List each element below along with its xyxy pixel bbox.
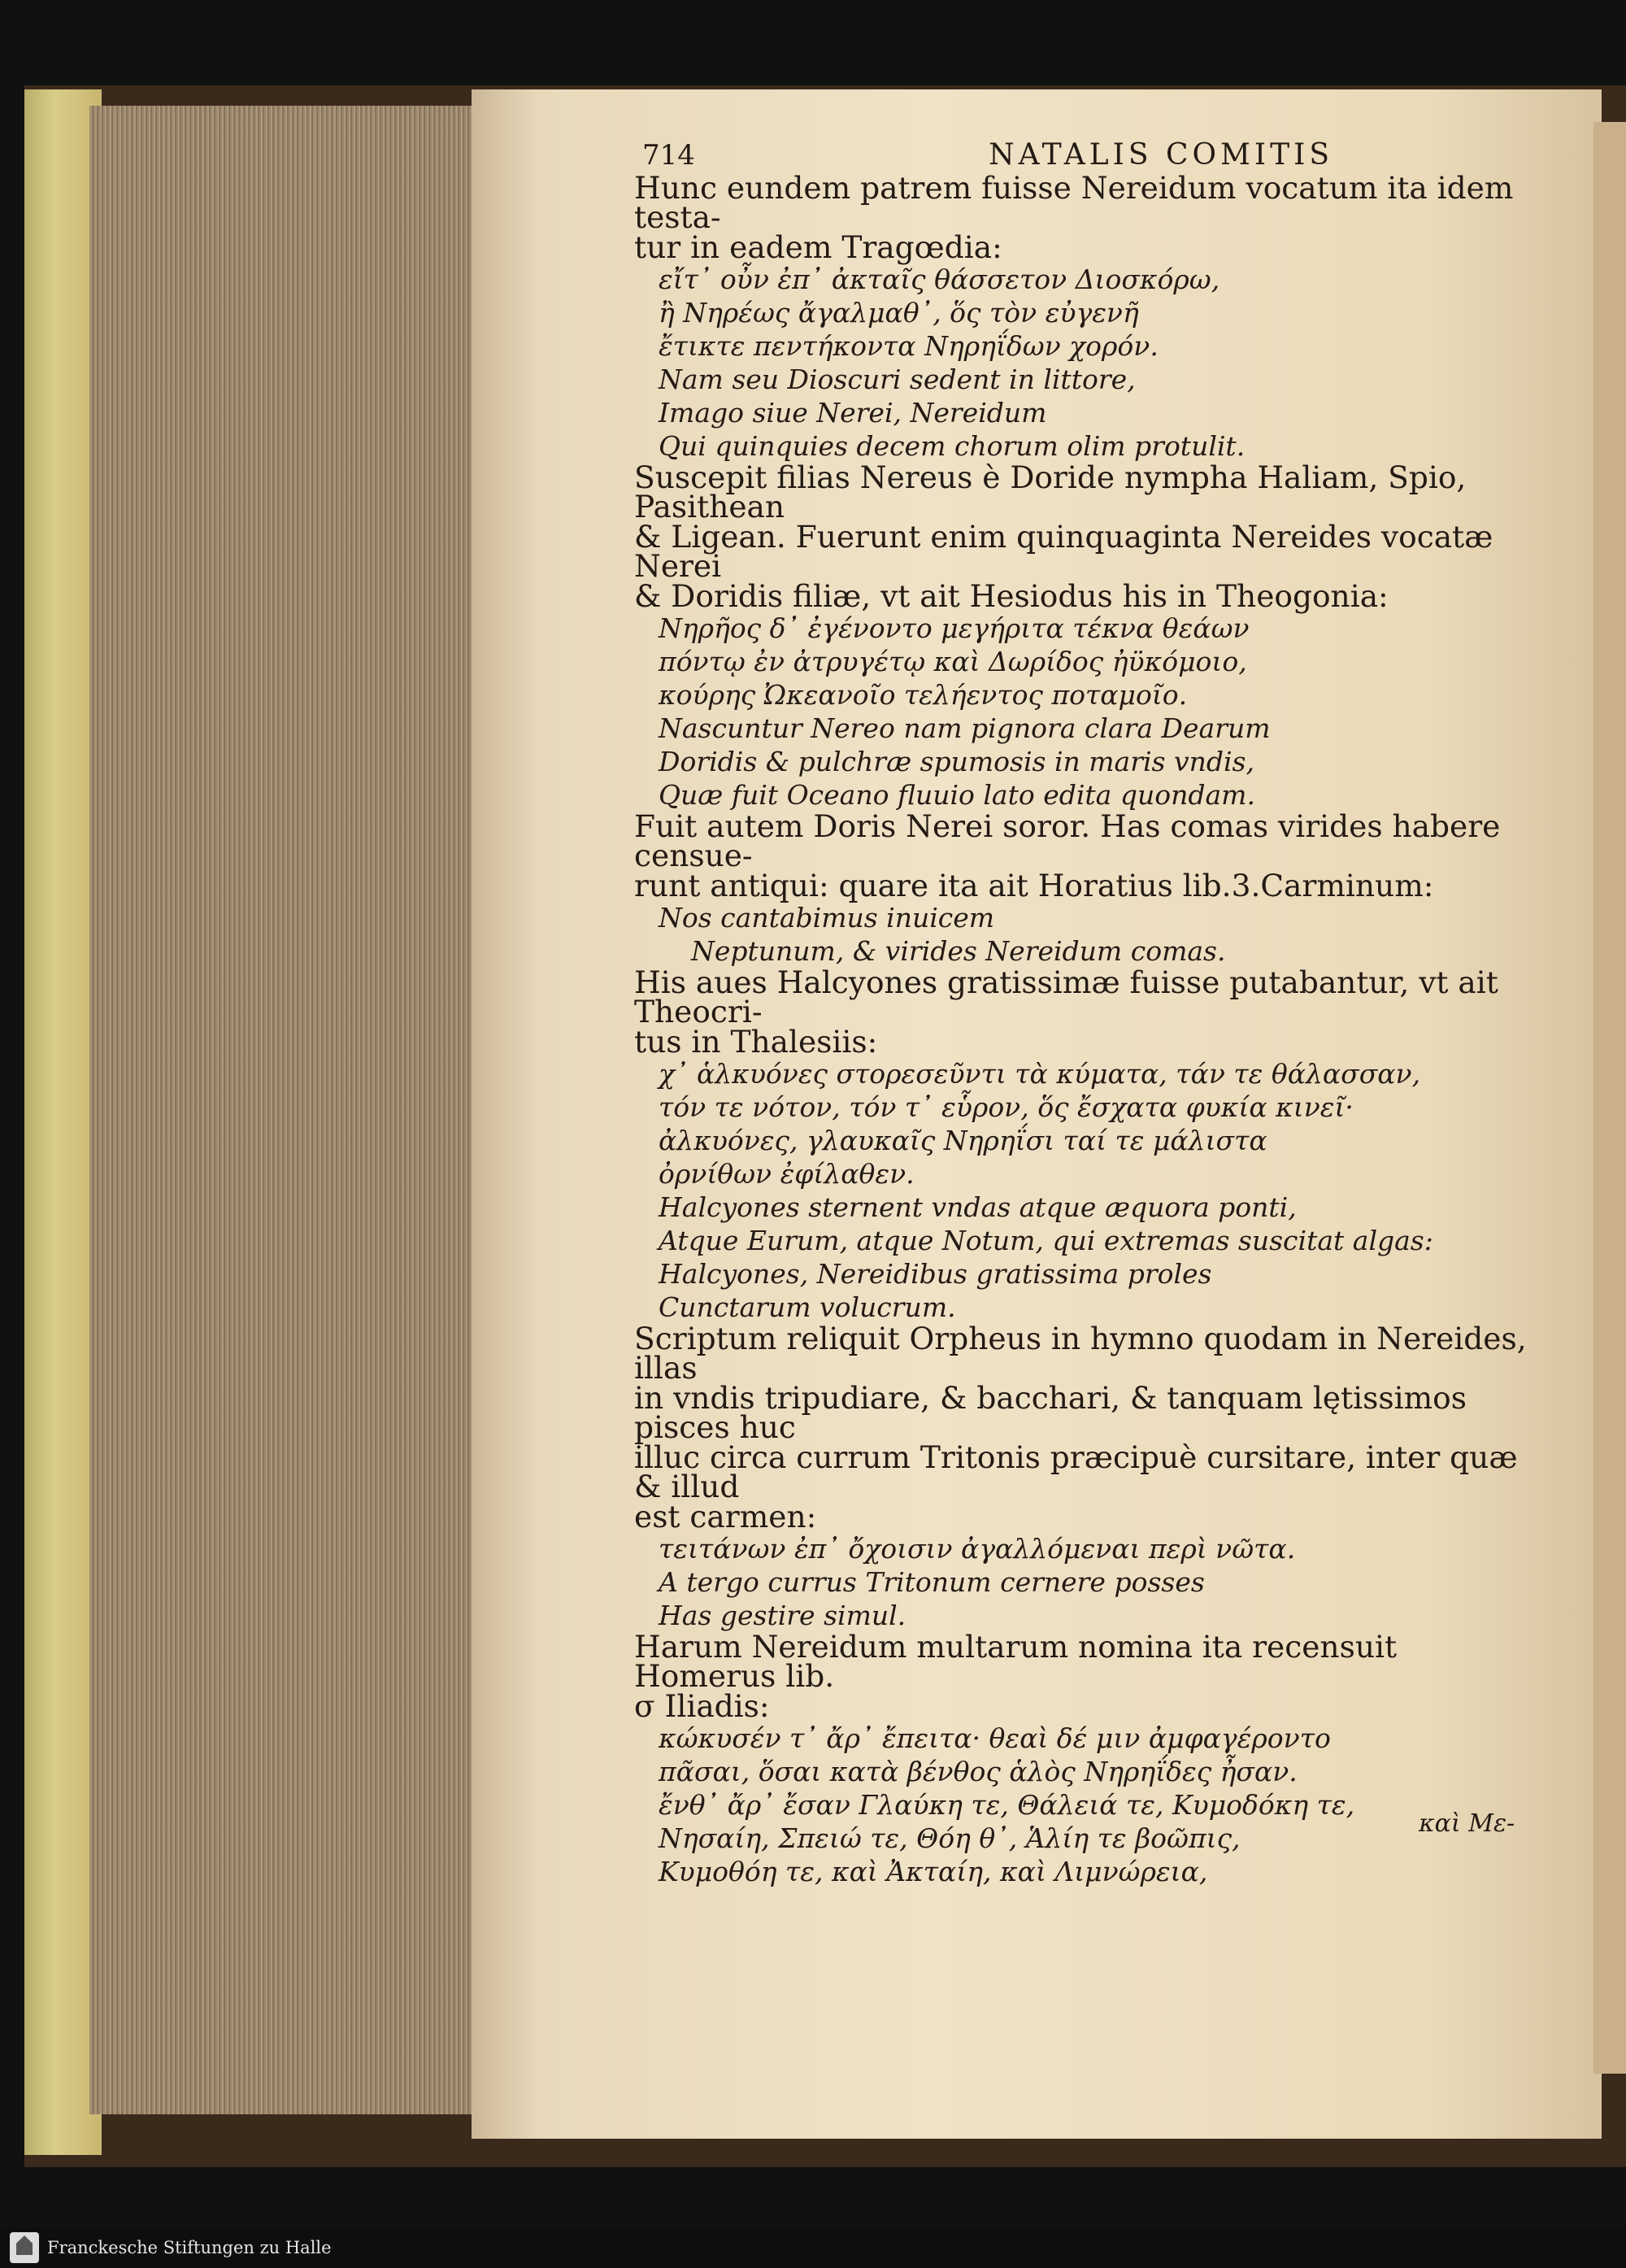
latin-verse-line: Quæ fuit Oceano fluuio lato edita quondam. [659, 779, 1255, 811]
prose-line: Fuit autem Doris Nerei soror. Has comas virides habere censue- [634, 808, 1501, 873]
latin-verse-line: Nascuntur Nereo nam pignora clara Dearum [659, 712, 1271, 744]
prose-line: Harum Nereidum multarum nomina ita recensuit Homerus lib. [634, 1629, 1398, 1694]
greek-verse-line: εἴτ᾽ οὖν ἐπ᾽ ἀκταῖς θάσσετον Διοσκόρω, [659, 263, 1220, 295]
latin-verse-line: Imago siue Nerei, Nereidum [659, 397, 1047, 429]
prose-line: est carmen: [634, 1499, 817, 1534]
facing-page-edge [1593, 122, 1626, 2074]
catchword: καὶ Με- [1419, 1809, 1515, 1838]
prose-line: tus in Thalesiis: [634, 1024, 878, 1060]
greek-verse-line: πᾶσαι, ὅσαι κατὰ βένθος ἁλὸς Νηρηΐδες ἦσαν. [659, 1756, 1298, 1787]
text-blocks [634, 170, 1528, 1888]
latin-verse-line: Halcyones, Nereidibus gratissima proles [659, 1258, 1212, 1290]
latin-verse-line: Doridis & pulchræ spumosis in maris vndis, [659, 746, 1254, 777]
greek-verse-line: ἀλκυόνες, γλαυκαῖς Νηρηΐσι ταί τε μάλιστα [659, 1125, 1267, 1156]
prose-line: Scriptum reliquit Orpheus in hymno quodam in Nereides, illas [634, 1321, 1527, 1386]
greek-verse-line: ἔτικτε πεντήκοντα Νηρηΐδων χορόν. [659, 330, 1159, 362]
greek-verse-line: Νηρῆος δ᾽ ἐγένοντο μεγήριτα τέκνα θεάων [659, 612, 1250, 644]
latin-verse-line: Halcyones sternent vndas atque æquora ponti, [659, 1191, 1297, 1223]
greek-verse-line: Νησαίη, Σπειώ τε, Θόη θ᾽, Ἁλίη τε βοῶπις, [659, 1822, 1241, 1854]
latin-verse-line: Nam seu Dioscuri sedent in littore, [659, 363, 1136, 395]
page-text [634, 138, 1528, 1888]
latin-verse-line: A tergo currus Tritonum cernere posses [659, 1566, 1205, 1598]
prose-line: in vndis tripudiare, & bacchari, & tanquam lętissimos pisces huc [634, 1380, 1467, 1445]
greek-verse-line: κώκυσέν τ᾽ ἄρ᾽ ἔπειτα· θεαὶ δέ μιν ἀμφαγέροντο [659, 1722, 1331, 1754]
prose-line: runt antiqui: quare ita ait Horatius lib.3.Carminum: [634, 868, 1434, 903]
greek-verse-line: ἔνθ᾽ ἄρ᾽ ἔσαν Γλαύκη τε, Θάλειά τε, Κυμοδόκη τε, [659, 1789, 1355, 1821]
greek-verse-line: τειτάνων ἐπ᾽ ὄχοισιν ἀγαλλόμεναι περὶ νῶτα. [659, 1533, 1296, 1565]
running-head [642, 138, 1528, 172]
running-title: NATALIS COMITIS [989, 138, 1333, 172]
prose-line: & Ligean. Fuerunt enim quinquaginta Nereides vocatæ Nerei [634, 519, 1493, 584]
prose-line: σ Iliadis: [634, 1688, 770, 1724]
prose-line: tur in eadem Tragœdia: [634, 229, 1002, 265]
greek-verse-line: τόν τε νότον, τόν τ᾽ εὗρον, ὅς ἔσχατα φυκία κινεῖ· [659, 1091, 1354, 1123]
latin-verse-line: Has gestire simul. [659, 1600, 906, 1631]
prose-line: & Doridis filiæ, vt ait Hesiodus his in Theogonia: [634, 578, 1389, 614]
greek-verse-line: ἢ Νηρέως ἄγαλμαθ᾽, ὅς τὸν εὐγενῆ [659, 297, 1139, 329]
latin-verse-line: Neptunum, & virides Nereidum comas. [691, 935, 1226, 967]
latin-verse-line: Nos cantabimus inuicem [659, 902, 995, 934]
greek-verse-line: Κυμοθόη τε, καὶ Ἀκταίη, καὶ Λιμνώρεια, [659, 1856, 1208, 1887]
greek-verse-line: πόντῳ ἐν ἀτρυγέτῳ καὶ Δωρίδος ἠϋκόμοιο, [659, 646, 1247, 677]
prose-line: Suscepit filias Nereus è Doride nympha Haliam, Spio, Pasithean [634, 459, 1467, 525]
greek-verse-line: ὀρνίθων ἐφίλαθεν. [659, 1158, 915, 1190]
latin-verse-line: Qui quinquies decem chorum olim protulit. [659, 430, 1246, 462]
prose-line: His aues Halcyones gratissimæ fuisse putabantur, vt ait Theocri- [634, 964, 1498, 1030]
latin-verse-line: Cunctarum volucrum. [659, 1291, 956, 1323]
greek-verse-line: χ᾽ ἁλκυόνες στορεσεῦντι τὰ κύματα, τάν τε θάλασσαν, [659, 1058, 1421, 1090]
prose-line: illuc circa currum Tritonis præcipuè cursitare, inter quæ & illud [634, 1439, 1518, 1504]
prose-line: Hunc eundem patrem fuisse Nereidum vocatum ita idem testa- [634, 170, 1514, 235]
greek-verse-line: κούρης Ὠκεανοῖο τελήεντος ποταμοῖο. [659, 679, 1188, 711]
page-edges [89, 106, 476, 2114]
page-number: 714 [642, 139, 695, 172]
footer-institution: Franckesche Stiftungen zu Halle [47, 2238, 332, 2257]
latin-verse-line: Atque Eurum, atque Notum, qui extremas suscitat algas: [659, 1225, 1433, 1256]
